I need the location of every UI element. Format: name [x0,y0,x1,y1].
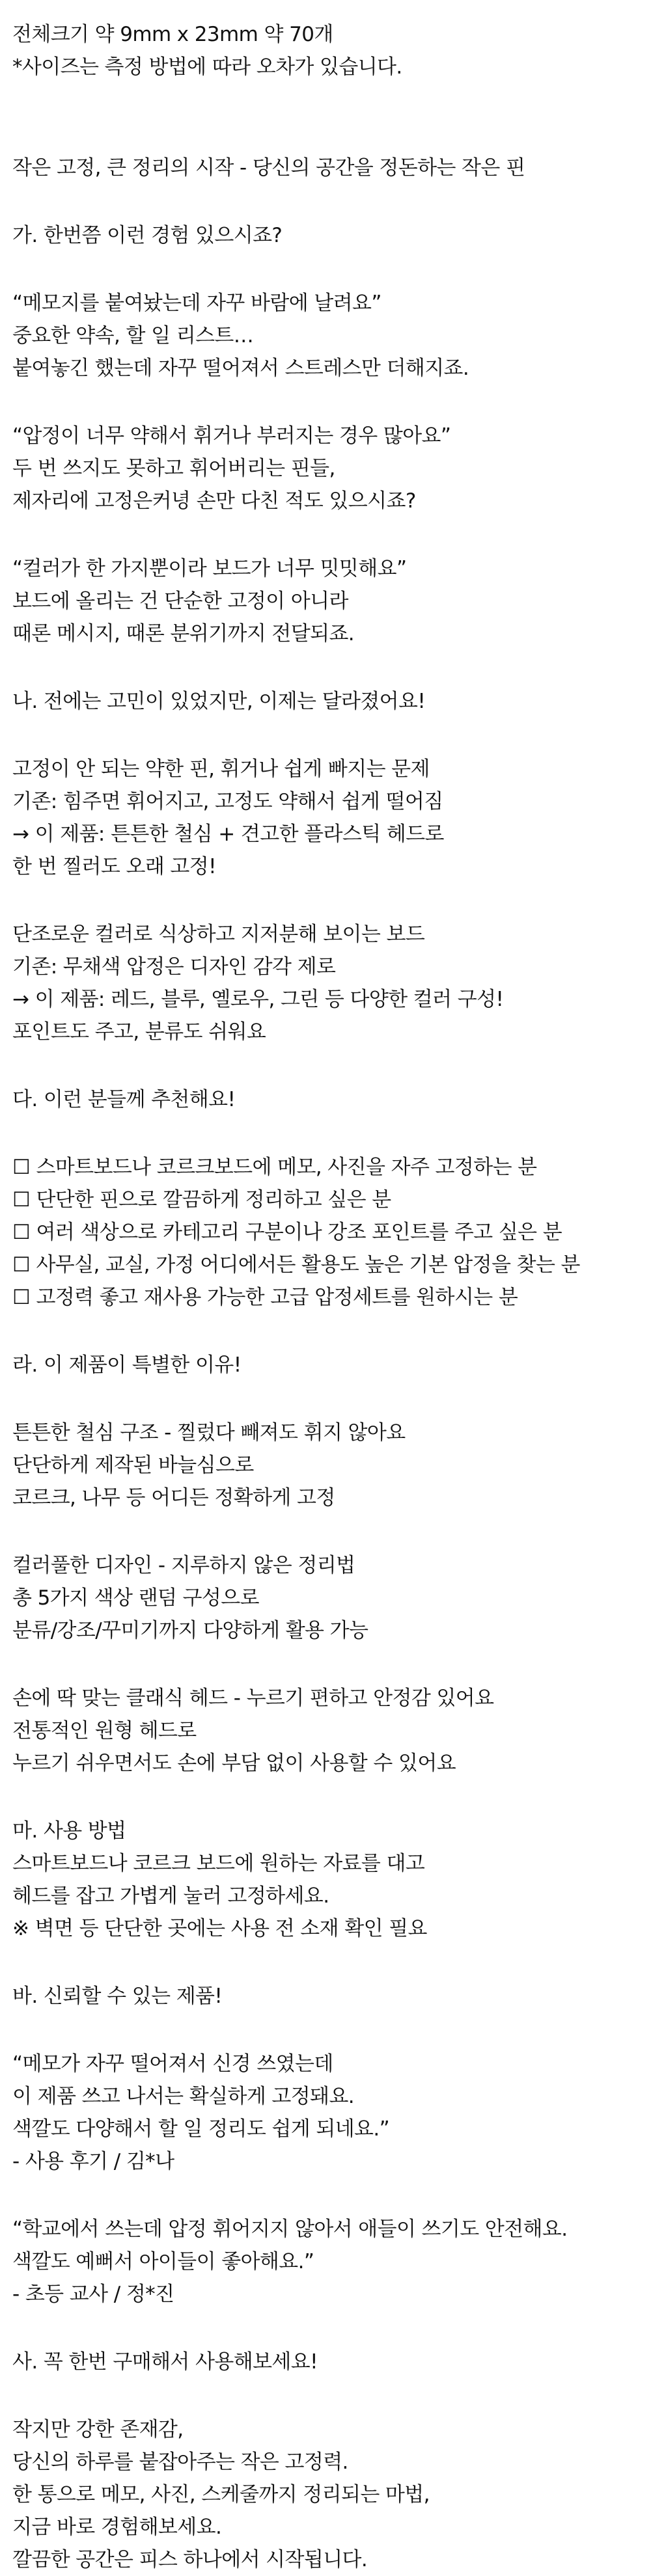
section-ra-heading: 라. 이 제품이 특별한 이유! [12,1353,242,1377]
section-ma-line: 헤드를 잡고 가볍게 눌러 고정하세요. [12,1884,329,1908]
section-ma-line: 스마트보드나 코르크 보드에 원하는 자료를 대고 [12,1852,425,1875]
review-line: “학교에서 쓰는데 압정 휘어지지 않아서 애들이 쓰기도 안전해요. [12,2217,568,2241]
section-ra-p1-line: 단단하게 제작된 바늘심으로 [12,1454,254,1477]
section-na-p2-line: 포인트도 주고, 분류도 쉬워요 [12,1020,266,1044]
section-ga-p1-line: “메모지를 붙여놨는데 자꾸 바람에 날려요” [12,291,381,315]
section-ra-p3-line: 손에 딱 맞는 클래식 헤드 - 누르기 편하고 안정감 있어요 [12,1687,494,1710]
section-ma-heading: 마. 사용 방법 [12,1819,126,1843]
section-na-p2-line: 기존: 무채색 압정은 디자인 감각 제로 [12,955,336,979]
section-ga-p3-line: 때론 메시지, 때론 분위기까지 전달되죠. [12,622,355,645]
section-da-heading: 다. 이런 분들께 추천해요! [12,1088,236,1111]
review-line: 이 제품 쓰고 나서는 확실하게 고정돼요. [12,2085,355,2108]
closing-line: 작지만 강한 존재감, [12,2418,184,2441]
closing-line: 한 통으로 메모, 사진, 스케줄까지 정리되는 마법, [12,2483,430,2506]
section-na-p1-line: 기존: 힘주면 휘어지고, 고정도 약해서 쉽게 떨어짐 [12,790,443,813]
section-ga-p2-line: 제자리에 고정은커녕 손만 다친 적도 있으시죠? [12,489,416,513]
checklist-item: ☐ 여러 색상으로 카테고리 구분이나 강조 포인트를 주고 싶은 분 [12,1221,562,1244]
section-ra-p1-line: 코르크, 나무 등 어디든 정확하게 고정 [12,1486,335,1510]
closing-line: 지금 바로 경험해보세요. [12,2515,222,2539]
section-na-heading: 나. 전에는 고민이 있었지만, 이제는 달라졌어요! [12,690,426,713]
section-ma-line: ※ 벽면 등 단단한 곳에는 사용 전 소재 확인 필요 [12,1917,427,1940]
review-line: 색깔도 예뻐서 아이들이 좋아해요.” [12,2250,314,2273]
section-ga-p1-line: 중요한 약속, 할 일 리스트… [12,324,254,347]
section-na-p2-line: → 이 제품: 레드, 블루, 옐로우, 그린 등 다양한 컬러 구성! [12,988,504,1011]
section-ra-p2-line: 분류/강조/꾸미기까지 다양하게 활용 가능 [12,1619,368,1642]
section-na-p1-line: 고정이 안 되는 약한 핀, 휘거나 쉽게 빠지는 문제 [12,757,430,781]
section-ra-p1-line: 튼튼한 철심 구조 - 찔렀다 빼져도 휘지 않아요 [12,1421,406,1444]
spec-size: 전체크기 약 9mm x 23mm 약 70개 [12,23,333,46]
section-ra-p2-line: 총 5가지 색상 랜덤 구성으로 [12,1586,259,1610]
section-na-p2-line: 단조로운 컬러로 식상하고 지저분해 보이는 보드 [12,923,425,946]
section-ra-p2-line: 컬러풀한 디자인 - 지루하지 않은 정리법 [12,1554,355,1577]
section-ga-p3-line: “컬러가 한 가지뿐이라 보드가 너무 밋밋해요” [12,557,407,580]
section-na-p1-line: 한 번 찔러도 오래 고정! [12,855,216,878]
section-sa-heading: 사. 꼭 한번 구매해서 사용해보세요! [12,2350,318,2374]
checklist-item: ☐ 단단한 핀으로 깔끔하게 정리하고 싶은 분 [12,1188,391,1212]
section-ga-p3-line: 보드에 올리는 건 단순한 고정이 아니라 [12,590,348,613]
review-line: 색깔도 다양해서 할 일 정리도 쉽게 되네요.” [12,2117,390,2141]
section-na-p1-line: → 이 제품: 튼튼한 철심 + 견고한 플라스틱 헤드로 [12,822,444,846]
section-ra-p3-line: 전통적인 원형 헤드로 [12,1719,197,1742]
checklist-item: ☐ 스마트보드나 코르크보드에 메모, 사진을 자주 고정하는 분 [12,1156,537,1179]
section-ga-p1-line: 붙여놓긴 했는데 자꾸 떨어져서 스트레스만 더해지죠. [12,357,469,380]
section-ga-heading: 가. 한번쯤 이런 경험 있으시죠? [12,224,283,247]
section-ga-p2-line: 두 번 쓰지도 못하고 휘어버리는 핀들, [12,457,335,480]
closing-line: 깔끔한 공간은 피스 하나에서 시작됩니다. [12,2548,368,2571]
review-author: - 초등 교사 / 정*진 [12,2283,174,2306]
intro-tagline: 작은 고정, 큰 정리의 시작 - 당신의 공간을 정돈하는 작은 핀 [12,156,525,180]
review-author: - 사용 후기 / 김*나 [12,2150,174,2173]
section-ga-p2-line: “압정이 너무 약해서 휘거나 부러지는 경우 많아요” [12,424,451,448]
review-line: “메모가 자꾸 떨어져서 신경 쓰였는데 [12,2052,333,2076]
section-ra-p3-line: 누르기 쉬우면서도 손에 부담 없이 사용할 수 있어요 [12,1752,456,1775]
checklist-item: ☐ 사무실, 교실, 가정 어디에서든 활용도 높은 기본 압정을 찾는 분 [12,1253,580,1277]
section-ba-heading: 바. 신뢰할 수 있는 제품! [12,1985,223,2008]
closing-line: 당신의 하루를 붙잡아주는 작은 고정력. [12,2450,348,2474]
spec-note: *사이즈는 측정 방법에 따라 오차가 있습니다. [12,55,402,79]
checklist-item: ☐ 고정력 좋고 재사용 가능한 고급 압정세트를 원하시는 분 [12,1286,518,1309]
